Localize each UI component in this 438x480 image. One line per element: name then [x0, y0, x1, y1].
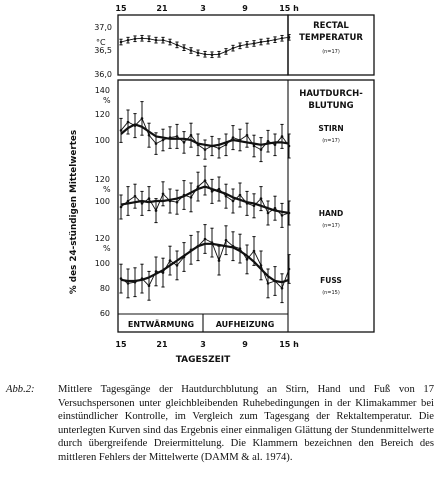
hand-data-point: [211, 190, 214, 193]
stirn-data-point: [141, 117, 144, 120]
temperature-data-point: [232, 47, 235, 50]
series-n-stirn: (n=17): [322, 138, 340, 144]
temperature-data-point: [162, 39, 165, 42]
stirn-data-point: [183, 141, 186, 144]
fuss-data-point: [183, 256, 186, 259]
stirn-data-point: [246, 134, 249, 137]
hand-data-point: [190, 196, 193, 199]
temperature-tick-label: 37,0: [94, 23, 112, 32]
stirn-data-point: [190, 134, 193, 137]
temperature-data-point: [218, 53, 221, 56]
temperature-data-point: [204, 53, 207, 56]
hand-data-point: [253, 205, 256, 208]
stirn-data-point: [211, 145, 214, 148]
fuss-data-point: [120, 277, 123, 280]
bottom-x-tick-label: 21: [156, 340, 168, 349]
stirn-data-point: [169, 136, 172, 139]
perfusion-title-line2: BLUTUNG: [308, 101, 354, 111]
stirn-data-point: [260, 148, 263, 151]
fuss-data-point: [169, 259, 172, 262]
fuss-data-point: [204, 238, 207, 241]
temperature-data-point: [288, 36, 291, 39]
top-x-tick-label: 21: [156, 4, 168, 13]
temperature-tick-label: 36,5: [94, 46, 112, 55]
temperature-title-line1: RECTAL: [313, 21, 349, 31]
series-n-hand: (n=17): [322, 223, 340, 229]
fuss-tick-label: 60: [99, 309, 110, 318]
temperature-data-point: [274, 38, 277, 41]
stirn-data-point: [134, 124, 137, 127]
hand-data-point: [225, 195, 228, 198]
stirn-tick-label: 100: [94, 136, 110, 145]
fuss-data-point: [246, 258, 249, 261]
hand-data-point: [169, 200, 172, 203]
bottom-x-tick-label: 9: [242, 340, 248, 349]
fuss-data-point: [148, 285, 151, 288]
fuss-data-point: [225, 239, 228, 242]
y-axis-title: % des 24-stündigen Mittelwertes: [69, 129, 79, 295]
phase-label-cooling: ENTWÄRMUNG: [127, 320, 195, 329]
temperature-data-point: [134, 37, 137, 40]
stirn-data-point: [232, 136, 235, 139]
hand-data-point: [148, 197, 151, 200]
fuss-data-point: [190, 249, 193, 252]
temperature-data-point: [267, 40, 270, 43]
series-n-fuss: (n=15): [322, 290, 340, 296]
stirn-data-point: [127, 121, 130, 124]
temperature-data-point: [225, 50, 228, 53]
fuss-tick-label: 100: [94, 259, 110, 268]
hand-tick-label: 100: [94, 197, 110, 206]
temperature-title-line2: TEMPERATUR: [299, 33, 363, 43]
top-x-tick-label: 9: [242, 4, 248, 13]
phase-label-heating: AUFHEIZUNG: [215, 320, 275, 329]
stirn-data-point: [218, 147, 221, 150]
temperature-data-point: [120, 41, 123, 44]
temperature-unit-label: °C: [96, 38, 106, 47]
hand-data-point: [155, 209, 158, 212]
fuss-data-point: [274, 280, 277, 283]
fuss-data-point: [281, 287, 284, 290]
top-x-tick-label: 15 h: [279, 4, 299, 13]
fuss-tick-label: 80: [99, 284, 110, 293]
fuss-data-point: [127, 282, 130, 285]
fuss-data-point: [239, 247, 242, 250]
temperature-data-point: [127, 39, 130, 42]
hand-data-point: [281, 214, 284, 217]
fuss-data-point: [211, 241, 214, 244]
top-x-tick-label: 15: [115, 4, 127, 13]
temperature-data-point: [141, 37, 144, 40]
temperature-data-point: [183, 46, 186, 49]
stirn-data-point: [281, 135, 284, 138]
fuss-data-point: [260, 264, 263, 267]
temperature-data-point: [169, 41, 172, 44]
caption-text: Mittlere Tagesgänge der Hautdurchblutung an Stirn, Hand und Fuß von 17 Versuchspersonen unter gleichbleibenden Ruhebedingungen in der Klimakammer bei einstündlicher Kontrolle, im Vergleich zum Tagesgang der Rektaltemperatur. Die unterlegten Kurven sind das Ergebnis einer einmaligen Glättung der Stundenmittelwerte durch übergreifende Dreiermittelung. Die Klammern bezeichnen den Bereich des mittleren Fehlers der Mittelwerte (DAMM & al. 1974).: [58, 384, 434, 463]
fuss-data-point: [253, 250, 256, 253]
fuss-data-point: [141, 277, 144, 280]
hand-data-point: [239, 194, 242, 197]
stirn-tick-label: 140: [94, 86, 110, 95]
hand-data-point: [134, 195, 137, 198]
stirn-data-point: [176, 135, 179, 138]
hand-data-point: [204, 179, 207, 182]
stirn-data-point: [267, 140, 270, 143]
fuss-data-point: [155, 270, 158, 273]
series-label-fuss: FUSS: [320, 276, 342, 285]
hand-data-point: [197, 185, 200, 188]
temperature-data-point: [246, 43, 249, 46]
hand-data-point: [260, 197, 263, 200]
caption-label: Abb.2:: [6, 384, 35, 395]
hand-unit-label: %: [103, 185, 111, 194]
stirn-data-point: [274, 144, 277, 147]
bottom-x-tick-label: 15: [115, 340, 127, 349]
hand-data-point: [141, 202, 144, 205]
perfusion-unit-label: %: [103, 96, 111, 105]
temperature-data-point: [197, 52, 200, 55]
stirn-data-point: [204, 148, 207, 151]
stirn-data-point: [120, 129, 123, 132]
temperature-data-point: [281, 37, 284, 40]
stirn-data-point: [162, 139, 165, 142]
hand-tick-label: 120: [94, 175, 110, 184]
stirn-data-point: [239, 139, 242, 142]
temperature-data-point: [253, 42, 256, 45]
figure-caption: [6, 383, 434, 465]
temperature-n: (n=17): [322, 49, 340, 55]
temperature-data-point: [190, 49, 193, 52]
fuss-data-point: [267, 282, 270, 285]
hand-data-point: [246, 202, 249, 205]
fuss-data-point: [134, 281, 137, 284]
fuss-unit-label: %: [103, 244, 111, 253]
stirn-data-point: [197, 144, 200, 147]
hand-data-point: [232, 200, 235, 203]
hand-data-point: [127, 200, 130, 203]
stirn-data-point: [155, 142, 158, 145]
fuss-data-point: [218, 259, 221, 262]
fuss-data-point: [162, 271, 165, 274]
top-x-tick-label: 3: [200, 4, 206, 13]
temperature-data-point: [211, 53, 214, 56]
temperature-data-point: [155, 39, 158, 42]
hand-data-point: [288, 212, 291, 215]
series-label-hand: HAND: [318, 209, 344, 218]
hand-data-point: [274, 207, 277, 210]
temperature-data-point: [239, 45, 242, 48]
temperature-tick-label: 36,0: [94, 70, 112, 79]
x-axis-title: TAGESZEIT: [175, 355, 231, 365]
fuss-data-point: [197, 245, 200, 248]
stirn-data-point: [253, 145, 256, 148]
fuss-data-point: [288, 268, 291, 271]
bottom-x-tick-label: 15 h: [279, 340, 299, 349]
fuss-data-point: [232, 245, 235, 248]
series-label-stirn: STIRN: [318, 124, 344, 133]
hand-data-point: [176, 201, 179, 204]
hand-data-point: [120, 206, 123, 209]
fuss-tick-label: 120: [94, 234, 110, 243]
temperature-data-point: [148, 37, 151, 40]
perfusion-title-line1: HAUTDURCH-: [299, 89, 363, 99]
hand-data-point: [162, 193, 165, 196]
hand-data-point: [267, 212, 270, 215]
stirn-data-point: [288, 145, 291, 148]
stirn-data-point: [225, 144, 228, 147]
hand-data-point: [218, 188, 221, 191]
temperature-data-point: [176, 44, 179, 47]
temperature-data-point: [260, 41, 263, 44]
stirn-data-point: [148, 134, 151, 137]
bottom-x-tick-label: 3: [200, 340, 206, 349]
hand-data-point: [183, 194, 186, 197]
fuss-data-point: [176, 264, 179, 267]
stirn-tick-label: 120: [94, 110, 110, 119]
